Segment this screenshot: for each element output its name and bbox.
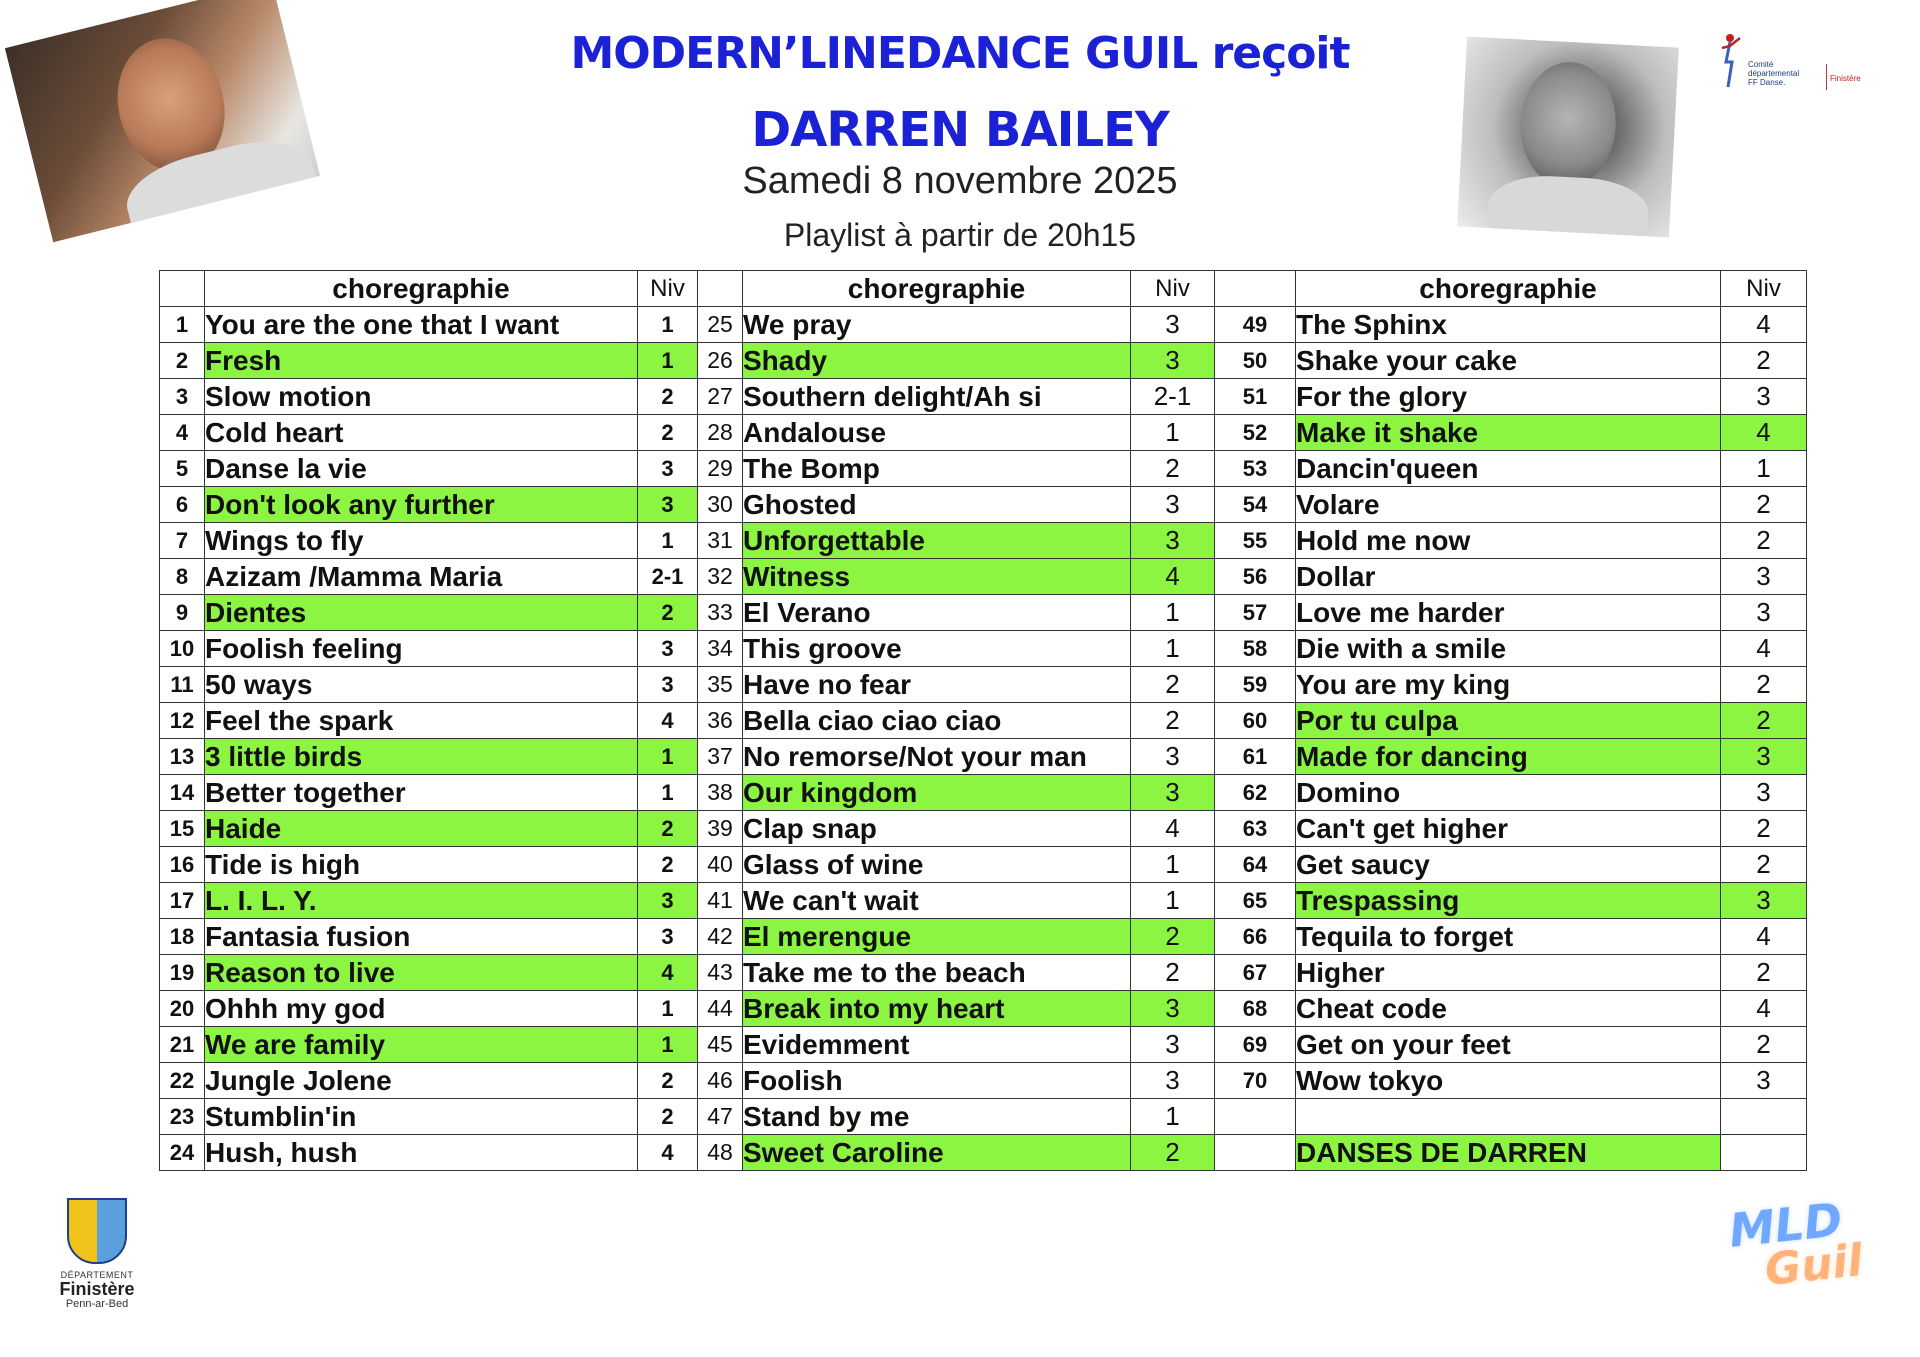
choreography-name: Our kingdom [743, 775, 1131, 811]
choreography-name: Dollar [1296, 559, 1721, 595]
row-number: 66 [1215, 919, 1296, 955]
ffd-region: Finistère [1830, 74, 1861, 83]
level-value: 3 [1721, 775, 1807, 811]
finistere-name: Finistère [59, 1279, 135, 1299]
choreography-name: No remorse/Not your man [743, 739, 1131, 775]
choreography-name: For the glory [1296, 379, 1721, 415]
row-number: 65 [1215, 883, 1296, 919]
level-value: 4 [1721, 307, 1807, 343]
row-number: 23 [160, 1099, 205, 1135]
level-value: 4 [1131, 811, 1215, 847]
choreography-name: Die with a smile [1296, 631, 1721, 667]
row-number: 19 [160, 955, 205, 991]
table-row [160, 523, 1807, 559]
row-number: 60 [1215, 703, 1296, 739]
row-number: 58 [1215, 631, 1296, 667]
level-value: 2 [1131, 451, 1215, 487]
table-row [160, 739, 1807, 775]
table-row [160, 667, 1807, 703]
table-row [160, 1063, 1807, 1099]
table-row [160, 1027, 1807, 1063]
level-value: 2-1 [638, 559, 698, 595]
row-number: 53 [1215, 451, 1296, 487]
table-row [160, 631, 1807, 667]
row-number: 18 [160, 919, 205, 955]
choreography-name: L. I. L. Y. [205, 883, 638, 919]
choreography-name: Take me to the beach [743, 955, 1131, 991]
level-value: 3 [1721, 379, 1807, 415]
table-row [160, 487, 1807, 523]
choreography-name: We are family [205, 1027, 638, 1063]
choreography-name: Have no fear [743, 667, 1131, 703]
row-number: 35 [698, 667, 743, 703]
level-value: 1 [638, 523, 698, 559]
level-value: 1 [1131, 595, 1215, 631]
level-value: 1 [638, 775, 698, 811]
header-num-3 [1215, 271, 1296, 307]
row-number: 39 [698, 811, 743, 847]
header-num-2 [698, 271, 743, 307]
row-number: 59 [1215, 667, 1296, 703]
row-number: 12 [160, 703, 205, 739]
finistere-logo [52, 1198, 142, 1316]
choreography-name: You are the one that I want [205, 307, 638, 343]
choreography-name: Stumblin'in [205, 1099, 638, 1135]
row-number: 5 [160, 451, 205, 487]
event-title: MODERN’LINEDANCE GUIL reçoit [570, 28, 1350, 79]
row-number: 52 [1215, 415, 1296, 451]
mld-guil-logo [1725, 1192, 1885, 1298]
table-row [160, 883, 1807, 919]
choreography-name: Evidemment [743, 1027, 1131, 1063]
choreography-name: Jungle Jolene [205, 1063, 638, 1099]
header-choreo-1: choregraphie [205, 271, 638, 307]
header-num-1 [160, 271, 205, 307]
row-number: 24 [160, 1135, 205, 1171]
level-value: 3 [1131, 523, 1215, 559]
level-value: 3 [638, 667, 698, 703]
choreography-name: 50 ways [205, 667, 638, 703]
choreography-name: El Verano [743, 595, 1131, 631]
level-value: 3 [1131, 307, 1215, 343]
choreography-name: Foolish feeling [205, 631, 638, 667]
level-value: 3 [638, 883, 698, 919]
level-value: 1 [1131, 631, 1215, 667]
row-number [1215, 1099, 1296, 1135]
choreography-name: Tide is high [205, 847, 638, 883]
level-value: 1 [638, 1027, 698, 1063]
level-value: 4 [1721, 631, 1807, 667]
choreography-name: Bella ciao ciao ciao [743, 703, 1131, 739]
row-number: 56 [1215, 559, 1296, 595]
artist-name: DARREN BAILEY [751, 102, 1169, 158]
row-number [1215, 1135, 1296, 1171]
level-value: 1 [638, 739, 698, 775]
row-number: 4 [160, 415, 205, 451]
choreography-name: Witness [743, 559, 1131, 595]
choreography-name: Danse la vie [205, 451, 638, 487]
choreography-name: The Bomp [743, 451, 1131, 487]
choreography-name: Clap snap [743, 811, 1131, 847]
level-value: 2 [638, 811, 698, 847]
finistere-sub: Penn-ar-Bed [65, 1298, 129, 1310]
level-value: 2 [1721, 1027, 1807, 1063]
choreography-name: Domino [1296, 775, 1721, 811]
choreography-name: Hush, hush [205, 1135, 638, 1171]
table-row [160, 919, 1807, 955]
row-number: 33 [698, 595, 743, 631]
row-number: 50 [1215, 343, 1296, 379]
level-value: 2 [1721, 343, 1807, 379]
row-number: 37 [698, 739, 743, 775]
choreography-name: Trespassing [1296, 883, 1721, 919]
choreography-name: Ghosted [743, 487, 1131, 523]
row-number: 1 [160, 307, 205, 343]
playlist-table [159, 270, 1807, 1171]
row-number: 20 [160, 991, 205, 1027]
table-row [160, 1099, 1807, 1135]
row-number: 40 [698, 847, 743, 883]
choreography-name: Dientes [205, 595, 638, 631]
row-number: 57 [1215, 595, 1296, 631]
choreography-name: Shady [743, 343, 1131, 379]
level-value: 1 [1131, 1099, 1215, 1135]
level-value: 1 [1131, 415, 1215, 451]
choreography-name: Don't look any further [205, 487, 638, 523]
level-value: 2 [1131, 703, 1215, 739]
choreography-name: Get saucy [1296, 847, 1721, 883]
row-number: 7 [160, 523, 205, 559]
row-number: 42 [698, 919, 743, 955]
table-row [160, 1135, 1807, 1171]
level-value: 3 [1131, 775, 1215, 811]
row-number: 55 [1215, 523, 1296, 559]
row-number: 21 [160, 1027, 205, 1063]
level-value: 2 [638, 1063, 698, 1099]
row-number: 43 [698, 955, 743, 991]
choreography-name: This groove [743, 631, 1131, 667]
row-number: 47 [698, 1099, 743, 1135]
level-value: 3 [1721, 595, 1807, 631]
level-value: 3 [638, 919, 698, 955]
level-value: 2 [1721, 955, 1807, 991]
choreography-name: Fantasia fusion [205, 919, 638, 955]
row-number: 70 [1215, 1063, 1296, 1099]
level-value: 1 [1131, 883, 1215, 919]
table-row [160, 703, 1807, 739]
level-value: 4 [1721, 415, 1807, 451]
row-number: 14 [160, 775, 205, 811]
row-number: 48 [698, 1135, 743, 1171]
level-value: 2 [638, 595, 698, 631]
row-number: 49 [1215, 307, 1296, 343]
choreography-name: Cheat code [1296, 991, 1721, 1027]
level-value: 4 [1721, 991, 1807, 1027]
mld-logo-top: MLD [1726, 1192, 1845, 1258]
row-number: 61 [1215, 739, 1296, 775]
choreography-name: Reason to live [205, 955, 638, 991]
level-value: 4 [638, 703, 698, 739]
choreography-name: Andalouse [743, 415, 1131, 451]
row-number: 68 [1215, 991, 1296, 1027]
level-value: 2 [1721, 667, 1807, 703]
choreography-name: 3 little birds [205, 739, 638, 775]
row-number: 16 [160, 847, 205, 883]
row-number: 31 [698, 523, 743, 559]
level-value: 3 [1721, 559, 1807, 595]
choreography-name: Shake your cake [1296, 343, 1721, 379]
ffd-text: Comité départemental FF Danse. [1748, 60, 1800, 87]
row-number: 44 [698, 991, 743, 1027]
choreography-name: Wow tokyo [1296, 1063, 1721, 1099]
level-value: 2 [638, 847, 698, 883]
choreography-name: Foolish [743, 1063, 1131, 1099]
choreography-name: Cold heart [205, 415, 638, 451]
row-number: 28 [698, 415, 743, 451]
level-value: 2 [1721, 703, 1807, 739]
level-value: 3 [1131, 1027, 1215, 1063]
level-value: 3 [638, 451, 698, 487]
playlist-time: Playlist à partir de 20h15 [783, 217, 1137, 253]
choreography-name: Better together [205, 775, 638, 811]
choreography-name: El merengue [743, 919, 1131, 955]
choreography-name: Higher [1296, 955, 1721, 991]
level-value: 3 [1131, 739, 1215, 775]
level-value: 2 [1721, 487, 1807, 523]
choreography-name: Feel the spark [205, 703, 638, 739]
choreography-name: Sweet Caroline [743, 1135, 1131, 1171]
table-row [160, 991, 1807, 1027]
row-number: 8 [160, 559, 205, 595]
choreography-name: Tequila to forget [1296, 919, 1721, 955]
choreography-name: Azizam /Mamma Maria [205, 559, 638, 595]
row-number: 11 [160, 667, 205, 703]
choreography-name: Can't get higher [1296, 811, 1721, 847]
level-value: 4 [1131, 559, 1215, 595]
level-value: 4 [638, 1135, 698, 1171]
row-number: 2 [160, 343, 205, 379]
level-value: 3 [1721, 739, 1807, 775]
choreography-name: Wings to fly [205, 523, 638, 559]
choreography-name: Por tu culpa [1296, 703, 1721, 739]
table-row [160, 847, 1807, 883]
choreography-name: DANSES DE DARREN [1296, 1135, 1721, 1171]
row-number: 30 [698, 487, 743, 523]
table-row [160, 307, 1807, 343]
row-number: 29 [698, 451, 743, 487]
finistere-dept: DÉPARTEMENT [60, 1270, 134, 1280]
choreography-name: Make it shake [1296, 415, 1721, 451]
row-number: 69 [1215, 1027, 1296, 1063]
row-number: 25 [698, 307, 743, 343]
level-value: 2 [1131, 667, 1215, 703]
choreography-name: The Sphinx [1296, 307, 1721, 343]
row-number: 62 [1215, 775, 1296, 811]
table-row [160, 775, 1807, 811]
header-niv-2: Niv [1131, 271, 1215, 307]
row-number: 13 [160, 739, 205, 775]
event-date: Samedi 8 novembre 2025 [742, 160, 1178, 202]
choreography-name: Dancin'queen [1296, 451, 1721, 487]
row-number: 41 [698, 883, 743, 919]
level-value: 2 [1721, 847, 1807, 883]
level-value: 3 [1131, 343, 1215, 379]
row-number: 51 [1215, 379, 1296, 415]
row-number: 9 [160, 595, 205, 631]
choreography-name: Stand by me [743, 1099, 1131, 1135]
choreography-name: Hold me now [1296, 523, 1721, 559]
row-number: 15 [160, 811, 205, 847]
table-row [160, 379, 1807, 415]
row-number: 10 [160, 631, 205, 667]
choreography-name: Volare [1296, 487, 1721, 523]
level-value: 1 [638, 343, 698, 379]
row-number: 46 [698, 1063, 743, 1099]
row-number: 36 [698, 703, 743, 739]
row-number: 64 [1215, 847, 1296, 883]
level-value: 3 [1131, 487, 1215, 523]
choreography-name: Made for dancing [1296, 739, 1721, 775]
table-row [160, 595, 1807, 631]
choreography-name: Break into my heart [743, 991, 1131, 1027]
row-number: 6 [160, 487, 205, 523]
level-value: 2-1 [1131, 379, 1215, 415]
level-value: 2 [638, 1099, 698, 1135]
choreography-name: You are my king [1296, 667, 1721, 703]
choreography-name [1296, 1099, 1721, 1135]
level-value: 1 [1131, 847, 1215, 883]
row-number: 32 [698, 559, 743, 595]
row-number: 17 [160, 883, 205, 919]
choreography-name: Get on your feet [1296, 1027, 1721, 1063]
choreography-name: Ohhh my god [205, 991, 638, 1027]
table-row [160, 955, 1807, 991]
level-value: 3 [1721, 883, 1807, 919]
level-value: 3 [1131, 991, 1215, 1027]
level-value: 2 [1131, 955, 1215, 991]
table-header-row [160, 271, 1807, 307]
level-value: 2 [1131, 1135, 1215, 1171]
level-value: 3 [638, 631, 698, 667]
level-value: 1 [1721, 451, 1807, 487]
level-value: 4 [638, 955, 698, 991]
choreography-name: We pray [743, 307, 1131, 343]
level-value: 3 [1721, 1063, 1807, 1099]
level-value [1721, 1099, 1807, 1135]
row-number: 22 [160, 1063, 205, 1099]
mld-logo-bottom: Guil [1762, 1235, 1866, 1296]
header-niv-1: Niv [638, 271, 698, 307]
level-value: 2 [1721, 523, 1807, 559]
row-number: 38 [698, 775, 743, 811]
level-value: 3 [1131, 1063, 1215, 1099]
choreography-name: Love me harder [1296, 595, 1721, 631]
row-number: 34 [698, 631, 743, 667]
choreography-name: Southern delight/Ah si [743, 379, 1131, 415]
level-value: 2 [1721, 811, 1807, 847]
header-choreo-2: choregraphie [743, 271, 1131, 307]
table-row [160, 559, 1807, 595]
row-number: 45 [698, 1027, 743, 1063]
level-value: 2 [638, 415, 698, 451]
choreography-name: Slow motion [205, 379, 638, 415]
level-value: 3 [638, 487, 698, 523]
level-value [1721, 1135, 1807, 1171]
header-niv-3: Niv [1721, 271, 1807, 307]
row-number: 63 [1215, 811, 1296, 847]
choreography-name: We can't wait [743, 883, 1131, 919]
row-number: 67 [1215, 955, 1296, 991]
level-value: 1 [638, 991, 698, 1027]
row-number: 27 [698, 379, 743, 415]
choreography-name: Glass of wine [743, 847, 1131, 883]
row-number: 3 [160, 379, 205, 415]
row-number: 26 [698, 343, 743, 379]
choreography-name: Haide [205, 811, 638, 847]
table-row [160, 343, 1807, 379]
level-value: 2 [638, 379, 698, 415]
table-row [160, 451, 1807, 487]
level-value: 4 [1721, 919, 1807, 955]
coat-of-arms-icon [67, 1198, 127, 1264]
level-value: 2 [1131, 919, 1215, 955]
header-choreo-3: choregraphie [1296, 271, 1721, 307]
choreography-name: Fresh [205, 343, 638, 379]
level-value: 1 [638, 307, 698, 343]
row-number: 54 [1215, 487, 1296, 523]
choreography-name: Unforgettable [743, 523, 1131, 559]
table-row [160, 415, 1807, 451]
table-row [160, 811, 1807, 847]
